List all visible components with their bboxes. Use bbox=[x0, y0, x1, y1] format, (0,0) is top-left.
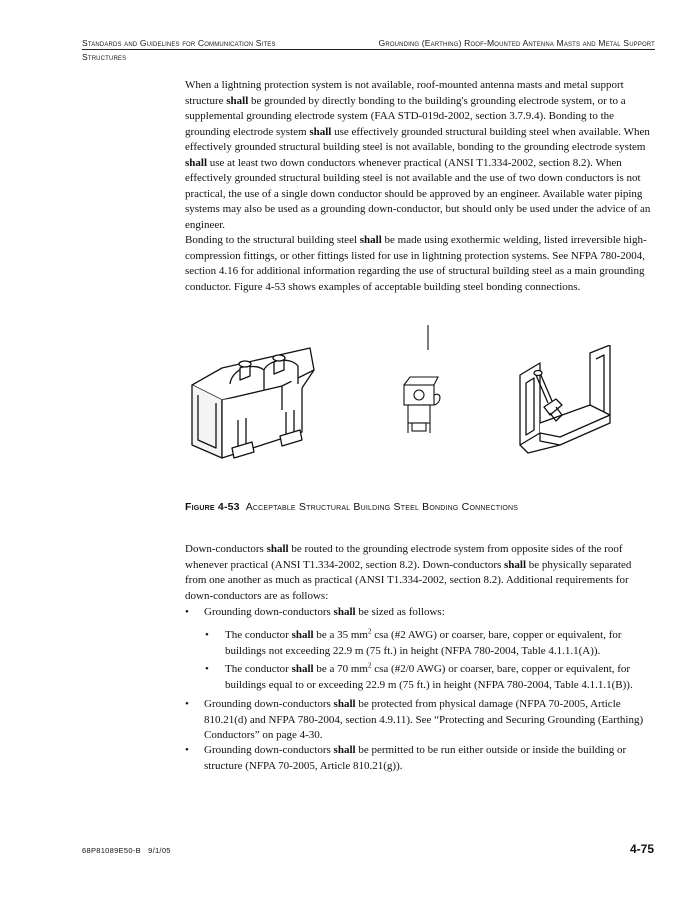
bullet-marker: • bbox=[185, 744, 189, 756]
text-run: be routed to the grounding electrode system from opposite sides of the roof whenever practical (ANSI T1.334-2002, section 8.2). Down-conductors bbox=[185, 543, 623, 571]
figure-number: Figure 4-53 bbox=[185, 501, 240, 513]
text-run: Grounding down-conductors bbox=[204, 744, 334, 756]
header-left-title: Standards and Guidelines for Communication Sites bbox=[82, 38, 276, 48]
welded-beam-illustration bbox=[510, 345, 630, 460]
bullet-routing bbox=[204, 743, 654, 774]
figure-title: Acceptable Structural Building Steel Bonding Connections bbox=[245, 501, 519, 513]
text-run: Bonding to the structural building steel bbox=[185, 234, 360, 246]
sub-bullet-35mm: The conductor shall be a 35 $mm^2$ csa (#2 AWG) or coarser, bare, copper or equivalent, for buildings not exceeding 22.9 m (75 ft.) in height (NFPA 780-2004, Table 4.1.1.1(A)). bbox=[225, 627, 622, 657]
emphasis-shall: shall bbox=[226, 94, 249, 107]
header-right-title: Grounding (Earthing) Roof-Mounted Antenna Masts and Metal Support bbox=[378, 38, 655, 48]
running-header bbox=[82, 38, 655, 62]
bullet-marker: • bbox=[185, 606, 189, 618]
paragraph-bonding-steel bbox=[185, 233, 653, 295]
footer-doc-id: 68P81089E50-B bbox=[82, 846, 141, 855]
emphasis-shall: shall bbox=[333, 698, 356, 710]
text-run: When a lightning protection system is not available, roof-mounted antenna masts and metal support structure bbox=[185, 79, 624, 107]
emphasis-shall: shall bbox=[333, 744, 356, 756]
emphasis-shall: shall bbox=[185, 156, 208, 169]
bullet-sizing bbox=[204, 605, 654, 621]
footer-doc-info bbox=[82, 846, 171, 855]
sub-bullet-marker: • bbox=[205, 629, 209, 641]
page-number: 4-75 bbox=[630, 842, 655, 856]
emphasis-shall: shall bbox=[359, 234, 382, 246]
paragraph-down-conductors bbox=[185, 542, 653, 604]
text-run: be permitted to be run either outside or inside the building or structure (NFPA 70-2005, Article 810.21(g)). bbox=[204, 744, 627, 772]
text-run: Grounding down-conductors bbox=[204, 606, 334, 618]
text-run: be protected from physical damage (NFPA 70-2005, Article 810.21(d) and NFPA 780-2004, section 4.9.11). See “Protecting and Securing Grounding (Earthing) Conductors” on page 4-30. bbox=[204, 698, 644, 741]
text-run: Down-conductors bbox=[185, 543, 267, 555]
text-run: use at least two down conductors whenever practical (ANSI T1.334-2002, section 8.2). When effectively grounded structural building steel is not available and the use of two down conductors is not practical, the use of a single down conductor should be approved by an engineer. Available water piping systems may also be used as a grounding down-conductor, but should only be used under the advice of an engineer. bbox=[185, 156, 651, 231]
beam-clamp-illustration bbox=[182, 340, 332, 465]
emphasis-shall: shall bbox=[504, 558, 527, 571]
figure-bonding-connections bbox=[180, 325, 650, 485]
sub-bullet-70mm: The conductor shall be a 70 $mm^2$ csa (#2/0 AWG) or coarser, bare, copper or equivalent, for buildings equal to or exceeding 22.9 m (75 ft.) in height (NFPA 780-2004, Table 4.1.1.1(B)). bbox=[225, 661, 633, 691]
text-run: be sized as follows: bbox=[355, 606, 445, 618]
text-run: use effectively grounded structural building steel when available. When effectively grounded structural building steel is not available, bonding to the grounding electrode system bbox=[185, 125, 650, 153]
paragraph-grounding-masts bbox=[185, 78, 653, 233]
text-run: be grounded by directly bonding to the building's grounding electrode system, or to a supplemental grounding electrode system (FAA STD-019d-2002, section 3.7.9.4). Bonding to the grounding electrode system bbox=[185, 94, 626, 138]
emphasis-shall: shall bbox=[266, 543, 289, 555]
emphasis-shall: shall bbox=[309, 125, 332, 138]
emphasis-shall: shall bbox=[333, 606, 356, 618]
text-run: Grounding down-conductors bbox=[204, 698, 334, 710]
figure-caption bbox=[185, 501, 518, 513]
bullet-protection bbox=[204, 697, 654, 744]
header-right-title-continued: Structures bbox=[82, 52, 127, 62]
footer-date: 9/1/05 bbox=[148, 846, 171, 855]
sub-bullet-marker: • bbox=[205, 663, 209, 675]
text-run: be physically separated from one another as much as practical (ANSI T1.334-2002, section 8.2). Additional requirements for down-conductors are as follows: bbox=[185, 558, 632, 602]
conductor-clamp-illustration bbox=[390, 325, 450, 440]
bullet-marker: • bbox=[185, 698, 189, 710]
text-run: be made using exothermic welding, listed irreversible high-compression fittings, or other fittings listed for use in lightning protection systems. See NFPA 780-2004, section 4.16 for additional information regarding the use of structural building steel as a main grounding conductor. Figure 4-53 shows examples of acceptable building steel bonding connections. bbox=[185, 234, 647, 293]
